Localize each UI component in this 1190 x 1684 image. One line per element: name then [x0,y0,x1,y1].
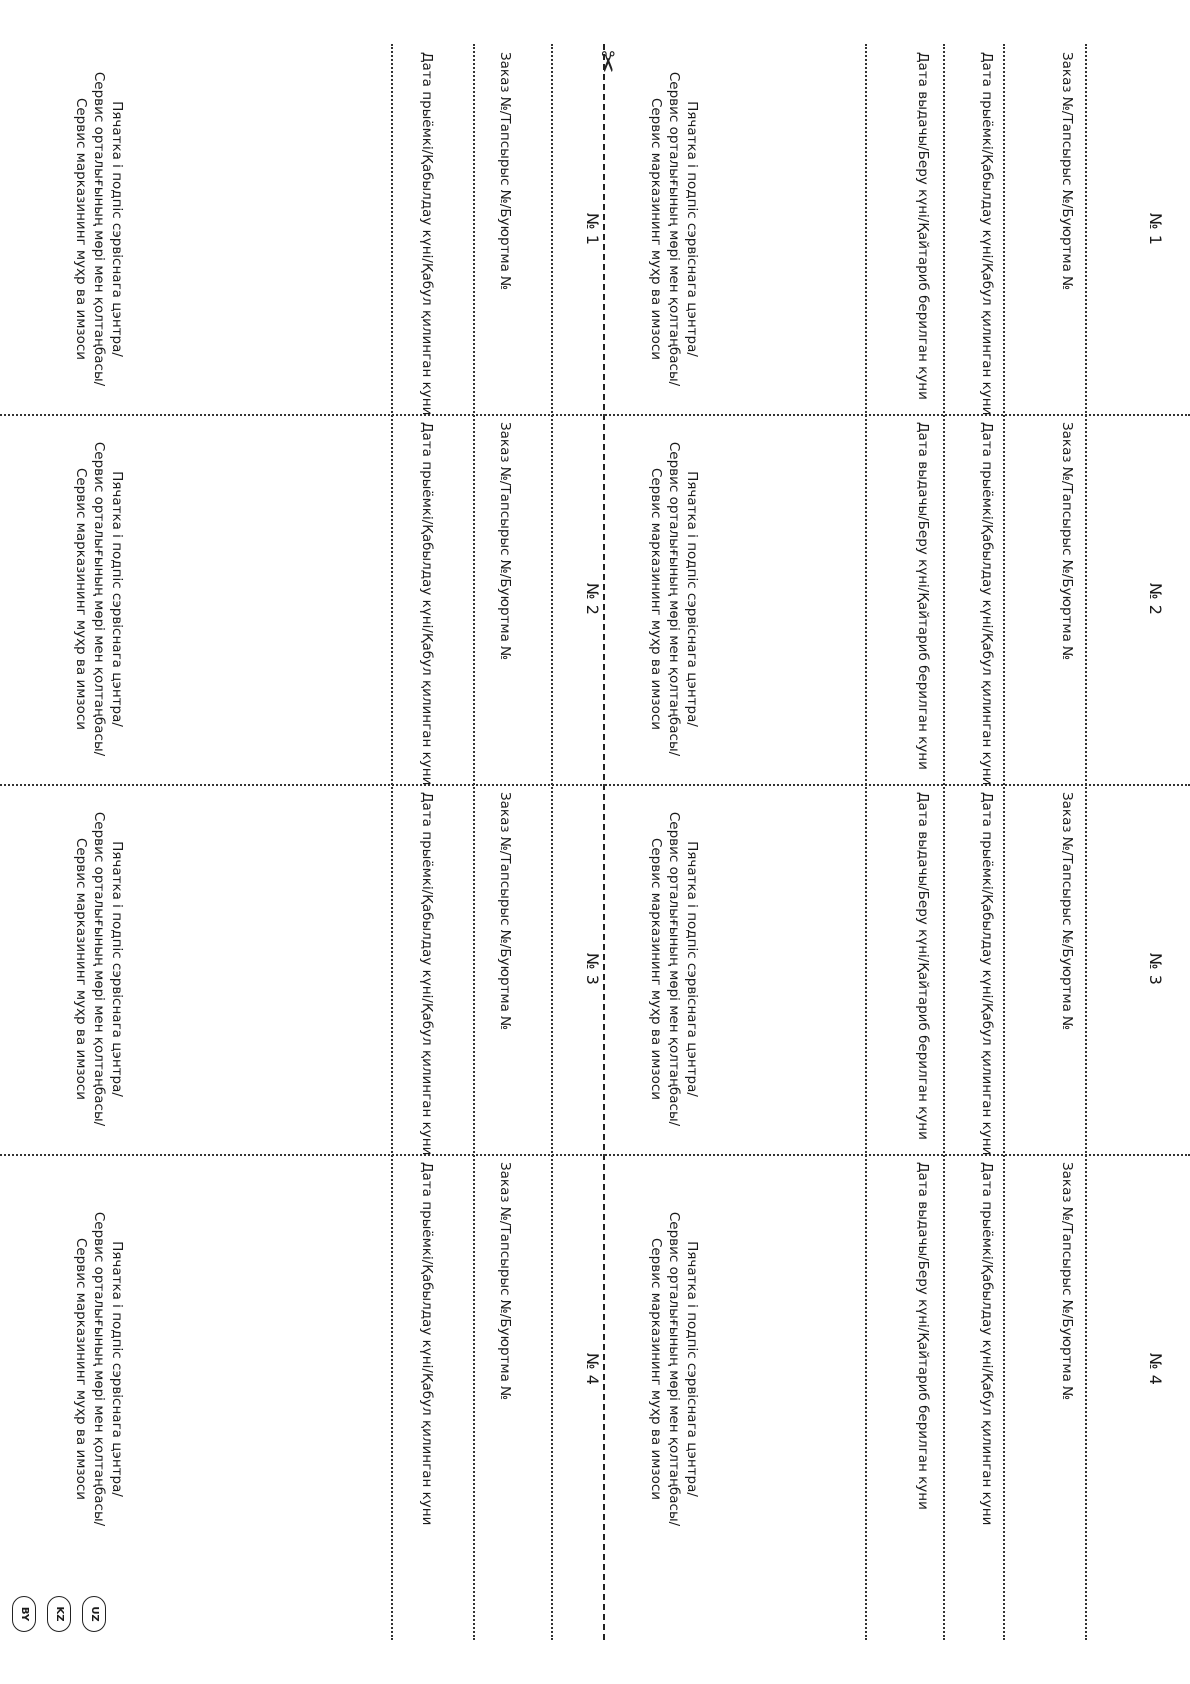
stub-divider [605,784,1190,786]
stamp-label-line-1: Пячатка і подпіс сэрвіснага цэнтра/ [109,471,125,727]
stamp-label-line-2: Сервис орталығының мөрі мен қолтаңбасы/ [666,441,682,757]
coupon-2 [0,414,605,784]
stamp-label-line-3: Сервис марказининг муҳр ва имзоси [648,1237,664,1501]
stub-rule [943,44,945,1640]
date-issued-label: Дата выдачы/Беру күні/Қайтариб берилган куни [915,52,931,400]
stamp-label-line-1: Пячатка і подпіс сэрвіснага цэнтра/ [109,841,125,1097]
stub-number: № 1 [1146,213,1165,245]
stamp-label-line-1: Пячатка і подпіс сэрвіснага цэнтра/ [684,1241,700,1497]
stamp-label-line-2: Сервис орталығының мөрі мен қолтаңбасы/ [666,811,682,1127]
stub-rule [1085,44,1087,1640]
stub-rule [1003,44,1005,1640]
stamp-label-line-1: Пячатка і подпіс сэрвіснага цэнтра/ [684,101,700,357]
coupon-divider [0,414,605,416]
date-received-label: Дата прыёмкі/Қабылдау күні/Қабул қилинган куни [419,792,435,1156]
coupon-1 [0,44,605,414]
coupon-rule [391,44,393,1640]
coupon-number: № 2 [583,583,602,615]
stamp-label-line-3: Сервис марказининг муҳр ва имзоси [648,97,664,361]
stamp-label-line-2: Сервис орталығының мөрі мен қолтаңбасы/ [91,71,107,387]
coupon-4 [0,1154,605,1584]
coupon-rule [473,44,475,1640]
order-number-label: Заказ №/Тапсырыс №/Буюртма № [497,52,513,291]
stamp-label-line-1: Пячатка і подпіс сэрвіснага цэнтра/ [684,841,700,1097]
order-number-label: Заказ №/Тапсырыс №/Буюртма № [1059,1162,1075,1401]
stub-divider [605,414,1190,416]
stamp-label-line-2: Сервис орталығының мөрі мен қолтаңбасы/ [91,1211,107,1527]
stamp-label-line-3: Сервис марказининг муҳр ва имзоси [73,97,89,361]
stamp-label-line-2: Сервис орталығының мөрі мен қолтаңбасы/ [666,1211,682,1527]
date-received-label: Дата прыёмкі/Қабылдау күні/Қабул қилинган куни [419,1162,435,1526]
date-received-label: Дата прыёмкі/Қабылдау күні/Қабул қилинган куни [419,52,435,416]
stub-3 [605,784,1190,1154]
scissors-icon: ✂ [591,50,624,74]
date-issued-label: Дата выдачы/Беру күні/Қайтариб берилган куни [915,1162,931,1510]
stamp-label-line-2: Сервис орталығының мөрі мен қолтаңбасы/ [91,811,107,1127]
order-number-label: Заказ №/Тапсырыс №/Буюртма № [1059,422,1075,661]
stub-1 [605,44,1190,414]
order-number-label: Заказ №/Тапсырыс №/Буюртма № [1059,52,1075,291]
stamp-label-line-3: Сервис марказининг муҳр ва имзоси [73,467,89,731]
coupon-number: № 4 [583,1353,602,1385]
stamp-label-line-1: Пячатка і подпіс сэрвіснага цэнтра/ [684,471,700,727]
order-number-label: Заказ №/Тапсырыс №/Буюртма № [1059,792,1075,1031]
order-number-label: Заказ №/Тапсырыс №/Буюртма № [497,422,513,661]
stamp-label-line-2: Сервис орталығының мөрі мен қолтаңбасы/ [91,441,107,757]
date-issued-label: Дата выдачы/Беру күні/Қайтариб берилган куни [915,792,931,1140]
coupon-3 [0,784,605,1154]
country-badge-by: BY [12,1596,36,1632]
stub-divider [605,1154,1190,1156]
stamp-label-line-3: Сервис марказининг муҳр ва имзоси [73,1237,89,1501]
stub-number: № 2 [1146,583,1165,615]
country-badge-uz: UZ [82,1596,106,1632]
stubs-row [605,0,1190,1684]
stub-4 [605,1154,1190,1584]
stamp-label-line-3: Сервис марказининг муҳр ва имзоси [73,837,89,1101]
stamp-label-line-3: Сервис марказининг муҳр ва имзоси [648,467,664,731]
stamp-label-line-2: Сервис орталығының мөрі мен қолтаңбасы/ [666,71,682,387]
date-received-label: Дата прыёмкі/Қабылдау күні/Қабул қилинган куни [979,1162,995,1526]
stamp-label-line-3: Сервис марказининг муҳр ва имзоси [648,837,664,1101]
coupon-divider [0,784,605,786]
stamp-label-line-1: Пячатка і подпіс сэрвіснага цэнтра/ [109,1241,125,1497]
date-received-label: Дата прыёмкі/Қабылдау күні/Қабул қилинган куни [979,792,995,1156]
stub-number: № 3 [1146,953,1165,985]
date-received-label: Дата прыёмкі/Қабылдау күні/Қабул қилинган куни [979,422,995,786]
coupon-number: № 1 [583,213,602,245]
date-issued-label: Дата выдачы/Беру күні/Қайтариб берилган куни [915,422,931,770]
stub-rule [865,44,867,1640]
coupon-number: № 3 [583,953,602,985]
coupon-divider [0,1154,605,1156]
stub-number: № 4 [1146,1353,1165,1385]
country-badge-kz: KZ [47,1596,71,1632]
date-received-label: Дата прыёмкі/Қабылдау күні/Қабул қилинган куни [419,422,435,786]
date-received-label: Дата прыёмкі/Қабылдау күні/Қабул қилинган куни [979,52,995,416]
order-number-label: Заказ №/Тапсырыс №/Буюртма № [497,792,513,1031]
stub-2 [605,414,1190,784]
coupon-rule [551,44,553,1640]
stamp-label-line-1: Пячатка і подпіс сэрвіснага цэнтра/ [109,101,125,357]
order-number-label: Заказ №/Тапсырыс №/Буюртма № [497,1162,513,1401]
